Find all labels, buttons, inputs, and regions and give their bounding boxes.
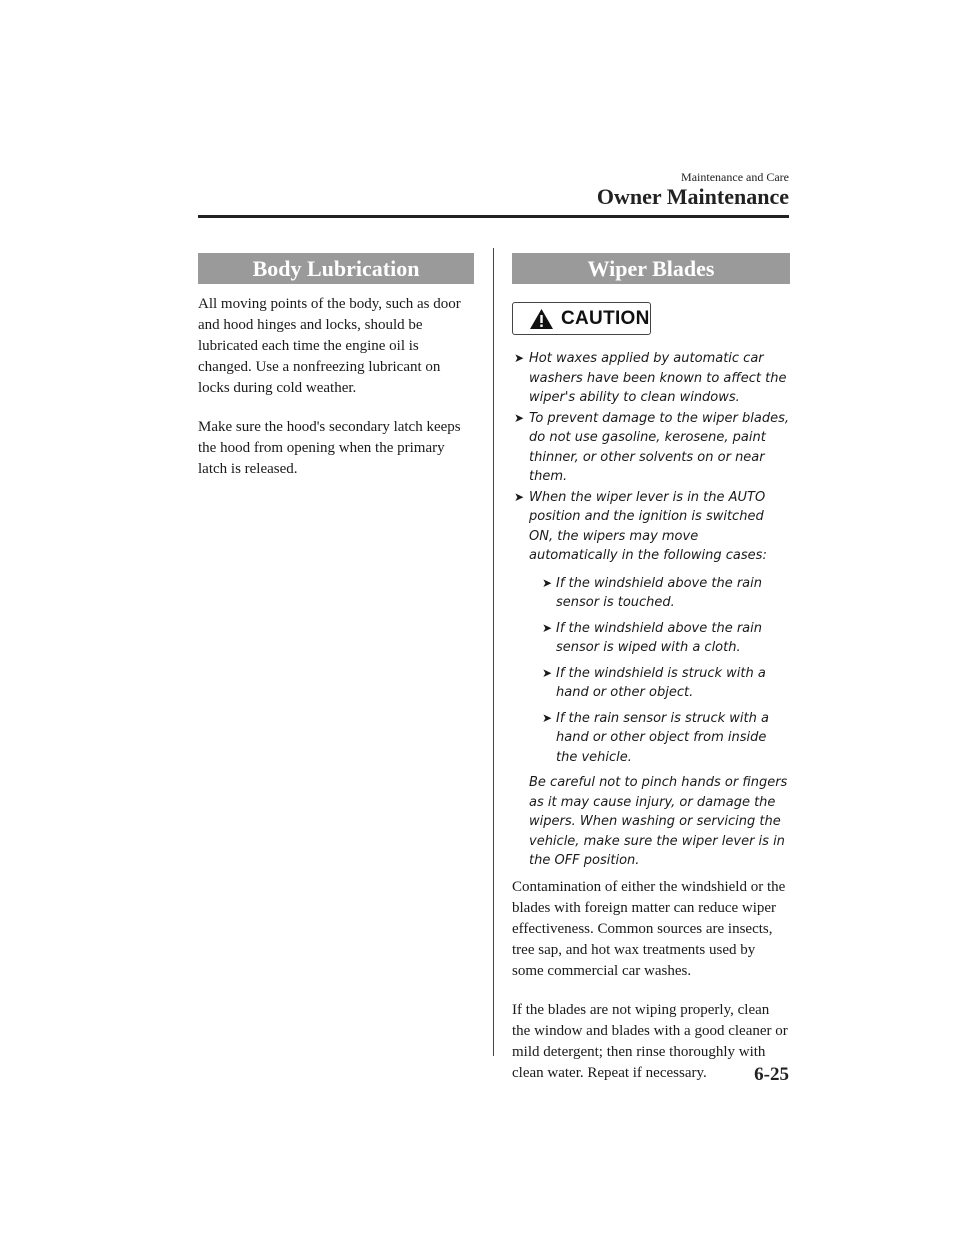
arrow-bullet-icon: ➤ <box>514 351 525 365</box>
caution-subitem-text: If the windshield is struck with a hand or other object. <box>556 665 766 700</box>
page-number: 6-25 <box>754 1064 789 1085</box>
caution-item <box>512 409 790 487</box>
arrow-bullet-icon: ➤ <box>542 620 553 635</box>
caution-subitem <box>542 709 790 768</box>
caution-subitem <box>542 664 790 703</box>
section-title-body-lubrication: Body Lubrication <box>198 253 474 284</box>
arrow-bullet-icon: ➤ <box>542 575 553 590</box>
running-header-section: Maintenance and Care <box>681 170 789 184</box>
body-paragraph: If the blades are not wiping properly, clean the window and blades with a good cleaner or mild detergent; then rinse thoroughly with clean water. Repeat if necessary. <box>512 1001 788 1081</box>
section-title-wiper-blades: Wiper Blades <box>512 253 790 284</box>
caution-item-text: When the wiper lever is in the AUTO position and the ignition is switched ON, the wipers may move automatically in the following cases: <box>529 489 767 563</box>
caution-item <box>512 488 790 768</box>
caution-subitem <box>542 619 790 658</box>
running-header-chapter: Owner Maintenance <box>596 184 789 209</box>
column-divider <box>493 248 494 1056</box>
arrow-bullet-icon: ➤ <box>514 489 525 504</box>
body-paragraph: Contamination of either the windshield or the blades with foreign matter can reduce wiper effectiveness. Common sources are insects, tree sap, and hot wax treatments used by some commercial car washes. <box>512 878 786 979</box>
caution-item-text: To prevent damage to the wiper blades, do not use gasoline, kerosene, paint thinner, or other solvents on or near them. <box>529 410 790 484</box>
caution-subitem <box>542 574 790 613</box>
arrow-bullet-icon: ➤ <box>542 710 553 725</box>
caution-list <box>512 349 790 767</box>
caution-note: Be careful not to pinch hands or fingers as it may cause injury, or damage the wipers. When washing or servicing the vehicle, make sure the wiper lever is in the OFF position. <box>529 775 788 868</box>
body-paragraph: Make sure the hood's secondary latch keeps the hood from opening when the primary latch is released. <box>198 419 461 477</box>
caution-item-text: Hot waxes applied by automatic car washers have been known to affect the wiper's ability to clean windows. <box>529 351 787 405</box>
caution-label: CAUTION <box>561 307 650 329</box>
caution-subitem-text: If the windshield above the rain sensor is touched. <box>556 575 762 610</box>
caution-item <box>512 349 790 408</box>
arrow-bullet-icon: ➤ <box>542 665 553 680</box>
arrow-bullet-icon: ➤ <box>514 410 525 425</box>
left-column <box>198 253 474 480</box>
right-column <box>512 253 790 1084</box>
warning-triangle-icon <box>529 308 554 330</box>
caution-badge <box>512 302 651 335</box>
caution-sublist <box>529 574 790 768</box>
body-paragraph: All moving points of the body, such as door and hood hinges and locks, should be lubricated each time the engine oil is changed. Use a nonfreezing lubricant on locks during cold weather. <box>198 296 461 396</box>
header-rule <box>198 215 789 218</box>
caution-subitem-text: If the rain sensor is struck with a hand or other object from inside the vehicle. <box>556 710 769 765</box>
caution-subitem-text: If the windshield above the rain sensor is wiped with a cloth. <box>556 620 762 655</box>
